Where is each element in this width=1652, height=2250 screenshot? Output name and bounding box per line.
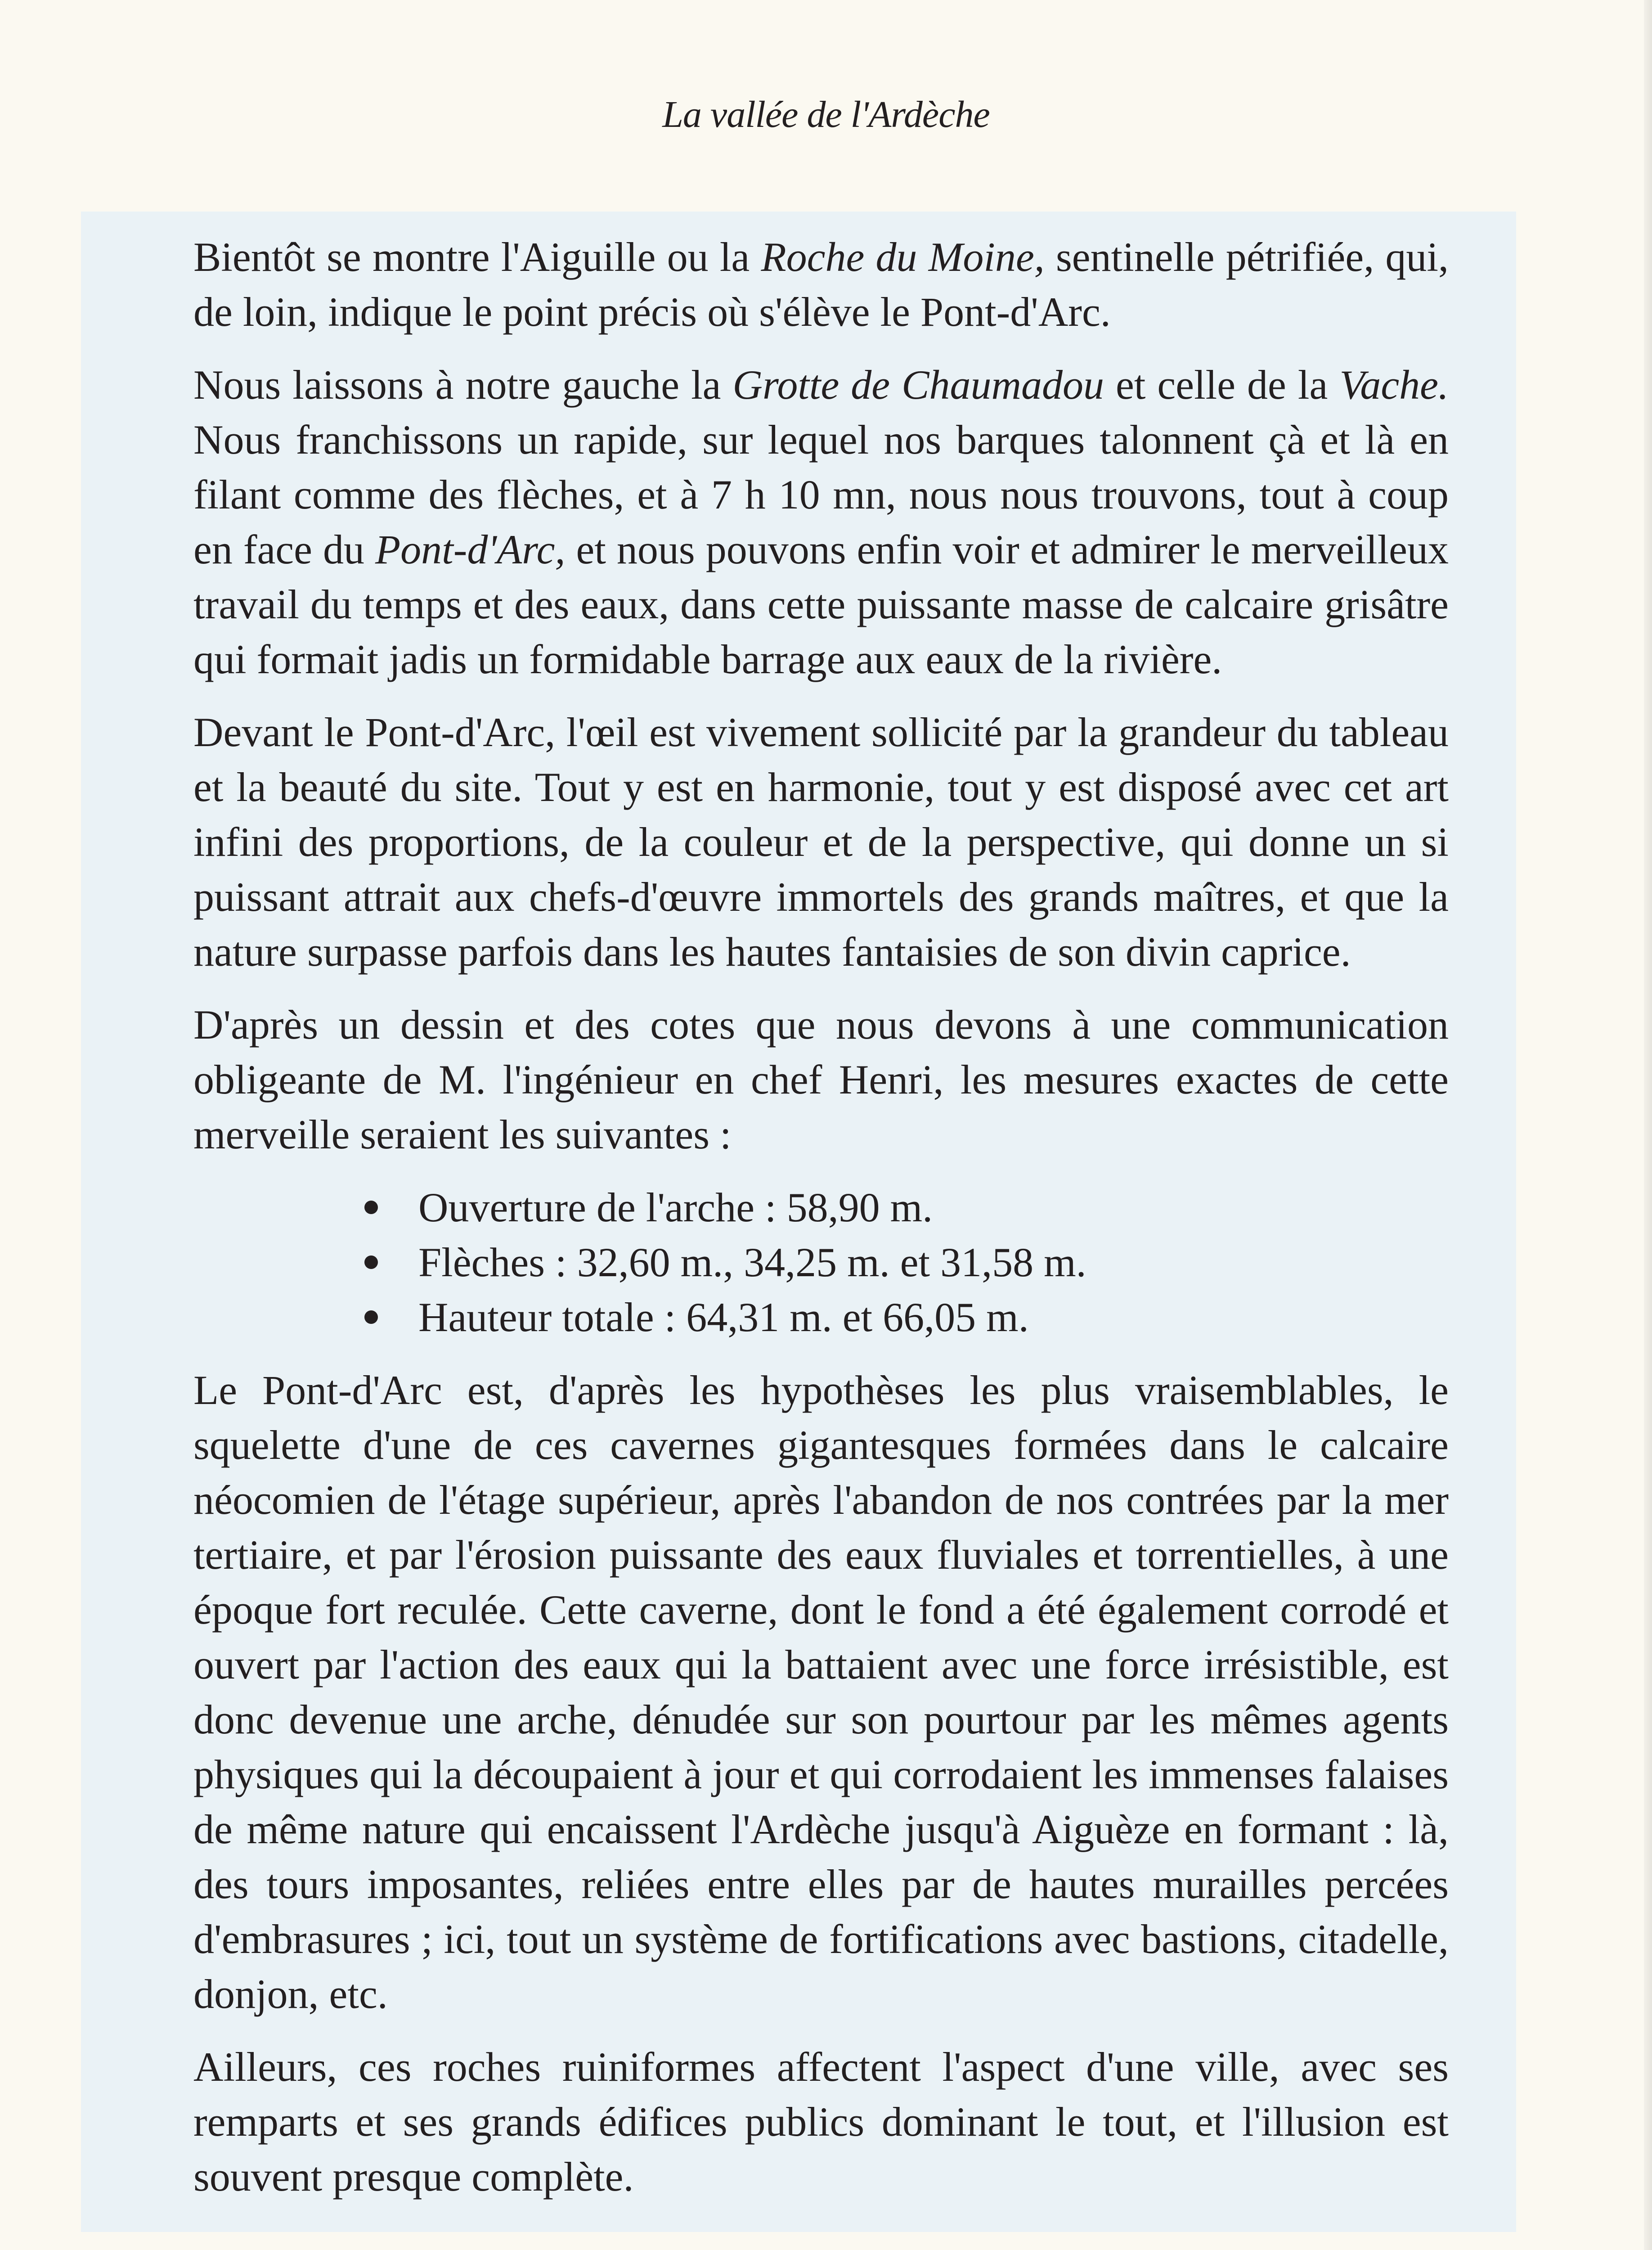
- measure-text: Flèches : 32,60 m., 34,25 m. et 31,58 m.: [418, 1239, 1086, 1285]
- paragraph-segment: Le Pont-d'Arc est, d'après les hypothèses les plus vraisemblables, le squelette d'une de ces cavernes gigantesques formées dans le calcaire néocomien de l'étage supérieur, après l'abandon de nos contrées par la mer tertiaire, et par l'érosion puissante des eaux fluviales et torrentielles, à une époque fort reculée. Cette caverne, dont le fond a été également corrodé et ouvert par l'action des eaux qui la battaient avec une force irrésistible, est donc devenue une arche, dénudée sur son pourtour par les mêmes agents physiques qui la découpaient à jour et qui corrodaient les immenses falaises de même nature qui encaissent l'Ardèche jusqu'à Aiguèze en formant : là, des tours imposantes, reliées entre elles par de hautes murailles percées d'embrasures ; ici, tout un système de fortifications avec bastions, citadelle, donjon, etc.: [193, 1367, 1449, 2017]
- paragraph-segment: Nous laissons à notre gauche la: [193, 362, 733, 408]
- measure-item: [364, 1290, 1449, 1345]
- paragraph-segment: Ailleurs, ces roches ruiniformes affectent l'aspect d'une ville, avec ses remparts et ses grands édifices publics dominant le tout, et l'illusion est souvent presque complète.: [193, 2044, 1449, 2200]
- paragraph-segment: sentinelle pétrifiée, qui, de loin, indique le point précis où s'élève le Pont-d'Arc.: [193, 234, 1449, 335]
- paragraph-segment: Devant le Pont-d'Arc, l'œil est vivement sollicité par la grandeur du tableau et la beauté du site. Tout y est en harmonie, tout y est disposé avec cet art infini des proportions, de la couleur et de la perspective, qui donne un si puissant attrait aux chefs-d'œuvre immortels des grands maîtres, et que la nature surpasse parfois dans les hautes fantaisies de son divin caprice.: [193, 709, 1449, 975]
- paragraph-5: [193, 1363, 1449, 2021]
- paragraph-3: [193, 705, 1449, 979]
- bullet-icon: [364, 1310, 378, 1324]
- paragraph-segment: Bientôt se montre l'Aiguille ou la: [193, 234, 761, 280]
- bullet-icon: [364, 1201, 378, 1214]
- paragraph-6: [193, 2039, 1449, 2204]
- measure-item: [364, 1235, 1449, 1290]
- measure-text: Ouverture de l'arche : 58,90 m.: [418, 1184, 933, 1230]
- running-header: La vallée de l'Ardèche: [662, 94, 990, 135]
- paragraph-2: [193, 357, 1449, 687]
- paragraph-segment: D'après un dessin et des cotes que nous devons à une communication obligeante de M. l'ingénieur en chef Henri, les mesures exactes de cette merveille seraient les suivantes :: [193, 1002, 1449, 1157]
- paragraph-segment: Nous franchissons un rapide, sur lequel nos barques talonnent çà et là en filant comme des flèches, et à 7 h 10 mn, nous nous trouvons, tout à coup en face du: [193, 417, 1449, 572]
- bullet-icon: [364, 1256, 378, 1269]
- paragraph-segment: et nous pouvons enfin voir et admirer le merveilleux travail du temps et des eaux, dans cette puissante masse de calcaire grisâtre qui formait jadis un formidable barrage aux eaux de la rivière.: [193, 526, 1449, 682]
- paragraph-segment-italic: Vache.: [1339, 362, 1449, 408]
- paragraph-segment: et celle de la: [1104, 362, 1340, 408]
- paragraph-segment-italic: Roche du Moine,: [761, 234, 1045, 280]
- measure-item: [364, 1180, 1449, 1235]
- page-edge: [1644, 0, 1652, 2250]
- measure-text: Hauteur totale : 64,31 m. et 66,05 m.: [418, 1294, 1029, 1340]
- paragraph-1: [193, 230, 1449, 339]
- paragraph-segment-italic: Grotte de Chaumadou: [732, 362, 1104, 408]
- measures-list: [193, 1180, 1449, 1345]
- paragraph-segment-italic: Pont-d'Arc,: [375, 526, 566, 572]
- paragraph-4: [193, 997, 1449, 1162]
- body-text: [193, 230, 1449, 2222]
